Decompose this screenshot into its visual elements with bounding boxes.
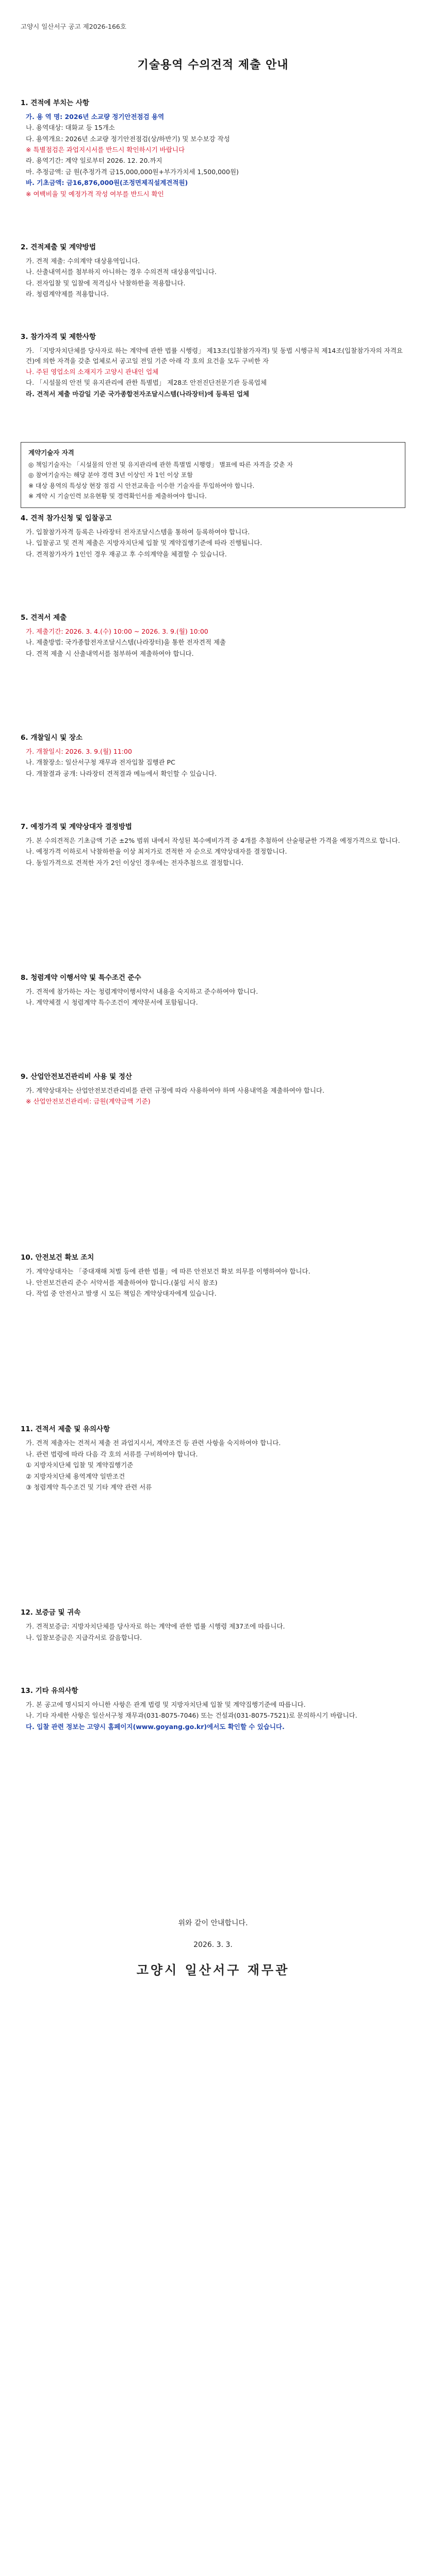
notice-section (21, 733, 405, 810)
notice-date: 2026. 3. 3. (193, 1940, 233, 1949)
section-line: ※ 여백비율 및 예정가격 작성 여부를 반드시 확인 (26, 190, 164, 198)
notice-section (21, 1072, 405, 1242)
section-line: 나. 예정가격 이하로서 낙찰하한율 이상 최저가로 견적한 자 순으로 계약상대자를 결정합니다. (26, 848, 287, 856)
document-body (21, 98, 405, 1980)
section-line: 가. 입찰참가자격 등록은 나라장터 전자조달시스템을 통하여 등록하여야 합니다. (26, 528, 250, 536)
section-heading: 5. 견적서 제출 (21, 613, 67, 622)
notice-section (21, 513, 405, 601)
section-line: 라. 견적서 제출 마감일 기준 국가종합전자조달시스템(나라장터)에 등록된 업체 (26, 389, 250, 398)
section-line: 나. 입찰공고 및 견적 제출은 지방자치단체 입찰 및 계약집행기준에 따라 진행됩니다. (26, 539, 263, 547)
closing-text: 위와 같이 안내합니다. (178, 1919, 248, 1927)
section-line: 나. 개찰장소: 일산서구청 재무과 전자입찰 집행관 PC (26, 758, 175, 767)
section-line: 다. 「시설물의 안전 및 유지관리에 관한 특별법」 제28조 안전진단전문기관 등록업체 (26, 379, 267, 387)
section-line: 가. 제출기간: 2026. 3. 4.(수) 10:00 ~ 2026. 3. 9.(월) 10:00 (26, 627, 208, 635)
section-heading: 7. 예정가격 및 계약상대자 결정방법 (21, 823, 132, 832)
section-line: 가. 견적 제출자는 견적서 제출 전 과업지시서, 계약조건 등 관련 사항을 숙지하여야 합니다. (26, 1439, 281, 1447)
issuing-organization: 고양시 일산서구 재무관 (136, 1963, 290, 1978)
section-heading: 10. 안전보건 확보 조치 (21, 1253, 94, 1262)
section-heading: 9. 산업안전보건관리비 사용 및 정산 (21, 1072, 132, 1081)
section-line: ① 지방자치단체 입찰 및 계약집행기준 (26, 1461, 134, 1469)
section-heading: 11. 견적서 제출 및 유의사항 (21, 1425, 110, 1434)
notice-section (21, 1686, 405, 1897)
page-title: 기술용역 수의견적 제출 안내 (137, 59, 289, 72)
section-line: 다. 견적참가자가 1인인 경우 재공고 후 수의계약을 체결할 수 있습니다. (26, 550, 227, 558)
section-line: 가. 본 공고에 명시되지 아니한 사항은 관계 법령 및 지방자치단체 입찰 및 계약집행기준에 따릅니다. (26, 1700, 306, 1708)
note-line: ◎ 책임기술자는 「시설물의 안전 및 유지관리에 관한 특별법 시행령」 별표에 따른 자격을 갖춘 자 (28, 461, 293, 468)
note-box-title: 계약기술자 자격 (28, 449, 74, 457)
section-line: 다. 용역개요: 2026년 소교량 정기안전점검(상/하반기) 및 보수보강 작성 (26, 134, 230, 143)
section-line: 바. 기초금액: 금16,876,000원(조정면제직설계견적원) (26, 179, 188, 187)
section-line: 마. 추정금액: 금 원(추정가격 금15,000,000원+부가가치세 1,500,000원) (26, 167, 239, 176)
section-line: 다. 전자입찰 및 입찰에 적격심사 낙찰하한율 적용합니다. (26, 279, 186, 287)
notice-section (21, 973, 405, 1060)
notice-section (21, 1607, 405, 1674)
section-line: ③ 청렴계약 특수조건 및 기타 계약 관련 서류 (26, 1483, 152, 1491)
notice-section (21, 242, 405, 320)
section-line: 다. 동일가격으로 견적한 자가 2인 이상인 경우에는 전자추첨으로 결정합니다. (26, 858, 244, 867)
section-line: 나. 입찰보증금은 지급각서로 갈음합니다. (26, 1633, 142, 1641)
section-line: 다. 견적 제출 시 산출내역서를 첨부하여 제출하여야 합니다. (26, 649, 194, 657)
notice-number: 고양시 일산서구 공고 제2026-166호 (21, 23, 126, 30)
section-line: 다. 개찰결과 공개: 나라장터 견적결과 메뉴에서 확인할 수 있습니다. (26, 769, 217, 777)
section-line: ② 지방자치단체 용역계약 일반조건 (26, 1472, 125, 1480)
note-line: ◎ 참여기술자는 해당 분야 경력 3년 이상인 자 1인 이상 포함 (28, 471, 193, 479)
section-line: ※ 특별점검은 과업지시서를 반드시 확인하시기 바랍니다 (26, 146, 185, 154)
section-line: 나. 기타 자세한 사항은 일산서구청 재무과(031-8075-7046) 또는 건설과(031-8075-7521)로 문의하시기 바랍니다. (26, 1711, 357, 1720)
section-heading: 2. 견적제출 및 계약방법 (21, 243, 96, 251)
section-line: 가. 용 역 명: 2026년 소교량 정기안전점검 용역 (26, 112, 165, 121)
section-line: ※ 산업안전보건관리비: 금원(계약금액 기준) (26, 1097, 151, 1106)
section-line: 나. 주된 영업소의 소재지가 고양시 관내인 업체 (26, 368, 159, 376)
section-heading: 8. 청렴계약 이행서약 및 특수조건 준수 (21, 974, 141, 982)
section-heading: 1. 견적에 부치는 사항 (21, 99, 89, 107)
section-line: 나. 제출방법: 국가종합전자조달시스템(나라장터)을 통한 전자견적 제출 (26, 638, 226, 647)
section-line: 가. 계약상대자는 산업안전보건관리비를 관련 규정에 따라 사용하여야 하며 사용내역을 제출하여야 합니다. (26, 1086, 324, 1094)
note-line: ※ 계약 시 기술인력 보유현황 및 경력확인서를 제출하여야 합니다. (28, 493, 207, 500)
section-heading: 13. 기타 유의사항 (21, 1686, 78, 1695)
section-line: 나. 관련 법령에 따라 다음 각 호의 서류를 구비하여야 합니다. (26, 1450, 198, 1458)
section-line: 나. 산출내역서를 첨부하지 아니하는 경우 수의견적 대상용역입니다. (26, 268, 217, 276)
section-heading: 4. 견적 참가신청 및 입찰공고 (21, 514, 112, 522)
section-line: 다. 입찰 관련 정보는 고양시 홈페이지(www.goyang.go.kr)에서도 확인할 수 있습니다. (26, 1722, 285, 1731)
section-heading: 3. 참가자격 및 제한사항 (21, 333, 96, 342)
section-heading: 6. 개찰일시 및 장소 (21, 733, 83, 742)
section-line: 나. 안전보건관리 준수 서약서를 제출하여야 합니다.(붙임 서식 참조) (26, 1278, 218, 1286)
notice-section (21, 332, 405, 431)
qualification-note-box (21, 442, 405, 508)
notice-section (21, 822, 405, 961)
section-heading: 12. 보증금 및 귀속 (21, 1608, 81, 1617)
section-line: 가. 계약상대자는 「중대재해 처벌 등에 관한 법률」에 따른 안전보건 확보 의무를 이행하여야 합니다. (26, 1267, 310, 1276)
notice-section (21, 1252, 405, 1413)
notice-section (21, 613, 405, 721)
section-line: 가. 「지방자치단체를 당사자로 하는 계약에 관한 법률 시행령」 제13조(입찰참가자격) 및 동법 시행규칙 제14조(입찰참가자의 자격요건)에 의한 자격을 갖춘 업체로서 공고일 전일 기준 아래 각 호의 요건을 모두 구비한 자 (26, 347, 403, 365)
section-line: 가. 개찰일시: 2026. 3. 9.(월) 11:00 (26, 747, 132, 755)
section-line: 라. 용역기간: 계약 일로부터 2026. 12. 20.까지 (26, 157, 162, 165)
notice-section (21, 1424, 405, 1596)
section-line: 가. 본 수의견적은 기초금액 기준 ±2% 범위 내에서 작성된 복수예비가격 중 4개를 추첨하여 산술평균한 가격을 예정가격으로 합니다. (26, 836, 400, 844)
note-line: ※ 대상 용역의 특성상 현장 점검 시 안전교육을 이수한 기술자를 투입하여야 합니다. (28, 482, 255, 489)
section-line: 나. 용역대상: 대화교 등 15개소 (26, 124, 115, 132)
section-line: 가. 견적보증금: 지방자치단체를 당사자로 하는 계약에 관한 법률 시행령 제37조에 따릅니다. (26, 1622, 285, 1631)
section-line: 라. 청렴계약제를 적용합니다. (26, 290, 109, 298)
section-line: 가. 견적에 참가하는 자는 청렴계약이행서약서 내용을 숙지하고 준수하여야 합니다. (26, 988, 258, 995)
notice-section (21, 98, 405, 231)
section-line: 나. 계약체결 시 청렴계약 특수조건이 계약문서에 포함됩니다. (26, 998, 198, 1007)
section-line: 가. 견적 제출: 수의계약 대상용역입니다. (26, 257, 140, 265)
section-line: 다. 작업 중 안전사고 발생 시 모든 책임은 계약상대자에게 있습니다. (26, 1290, 217, 1298)
